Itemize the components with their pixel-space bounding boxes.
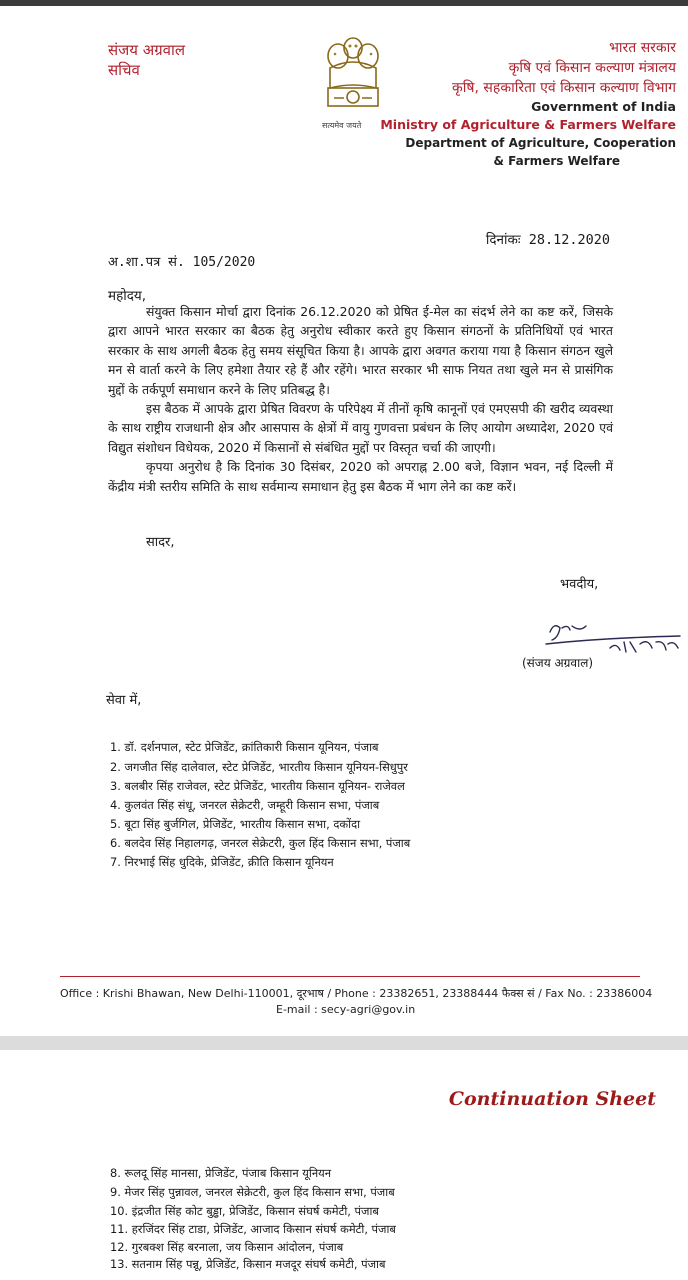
english-line: Ministry of Agriculture & Farmers Welfare (380, 117, 676, 132)
addressee-item: 11. हरजिंदर सिंह टाडा, प्रेजिडेंट, आजाद किसान संघर्ष कमेटी, पंजाब (110, 1222, 396, 1236)
closing: सादर, (146, 535, 175, 550)
addressee-item: 8. रूलदू सिंह मानसा, प्रेजिडेंट, पंजाब किसान यूनियन (110, 1166, 332, 1180)
addressee-item: 13. सतनाम सिंह पन्नू, प्रेजिडेंट, किसान मजदूर संघर्ष कमेटी, पंजाब (110, 1257, 386, 1271)
addressee-item: 2. जगजीत सिंह दालेवाल, स्टेट प्रेजिडेंट, भारतीय किसान यूनियन-सिधुपुर (110, 760, 408, 774)
emblem-motto: सत्यमेव जयते (322, 121, 362, 130)
continuation-page (0, 1050, 688, 1280)
signatory-name: (संजय अग्रवाल) (522, 656, 594, 670)
footer-divider (60, 976, 640, 977)
addressee-item: 7. निरभाई सिंह धुदिके, प्रेजिडेंट, क्रीति किसान यूनियन (110, 855, 334, 869)
page-gap (0, 1036, 688, 1050)
addressee-item: 9. मेजर सिंह पुन्नावल, जनरल सेक्रेटरी, कुल हिंद किसान सभा, पंजाब (110, 1185, 395, 1199)
letter-body (108, 302, 613, 496)
addressee-item: 4. कुलवंत सिंह संधू, जनरल सेक्रेटरी, जम्हूरी किसान सभा, पंजाब (110, 798, 380, 812)
addressee-item: 6. बलदेव सिंह निहालगढ़, जनरल सेक्रेटरी, कुल हिंद किसान सभा, पंजाब (110, 836, 411, 850)
reference-number: अ.शा.पत्र सं. 105/2020 (108, 255, 256, 270)
to-heading: सेवा में, (106, 693, 142, 708)
addressee-item: 3. बलबीर सिंह राजेवल, स्टेट प्रेजिडेंट, भारतीय किसान यूनियन- राजेवल (110, 779, 405, 793)
sender-block (108, 40, 185, 80)
body-paragraph: संयुक्त किसान मोर्चा द्वारा दिनांक 26.12.2020 को प्रेषित ई-मेल का संदर्भ लेने का कष्ट करें, जिसके द्वारा आपने भारत सरकार का बैठक हेतु अनुरोध स्वीकार करते हुए किसान संगठनों के प्रतिनिधियों एवं भारत सरकार के साथ अगली बैठक हेतु समय संसूचित किया है। आपके द्वारा अवगत कराया गया है किसान संगठन खुले मन से वार्ता करने के लिए हमेशा तैयार रहे हैं और रहेंगे। भारत सरकार भी साफ नियत तथा खुले मन से प्रासंगिक मुद्दों के तर्कपूर्ण समाधान करने के लिए प्रतिबद्ध है। (108, 304, 613, 397)
office-address: Office : Krishi Bhawan, New Delhi-110001, दूरभाष / Phone : 23382651, 23388444 फैक्स सं / Fax No. : 23386004 (60, 987, 653, 1000)
body-paragraph: इस बैठक में आपके द्वारा प्रेषित विवरण के परिपेक्ष्य में तीनों कृषि कानूनों एवं एमएसपी की खरीद व्यवस्था के साथ राष्ट्रीय राजधानी क्षेत्र और आसपास के क्षेत्रों में वायु गुणवत्ता प्रबंधन के लिए आयोग अध्यादेश, 2020 एवं विद्युत संशोधन विधेयक, 2020 में किसानों से संबंधित मुद्दों पर विस्तृत चर्चा की जाएगी। (108, 401, 613, 455)
addressee-item: 10. इंद्रजीत सिंह कोट बुड्ढा, प्रेजिडेंट, किसान संघर्ष कमेटी, पंजाब (110, 1204, 379, 1218)
dept-line: & Farmers Welfare (493, 154, 620, 168)
addressee-item: 1. डॉ. दर्शनपाल, स्टेट प्रेजिडेंट, क्रांतिकारी किसान यूनियन, पंजाब (110, 740, 379, 754)
hindi-line: कृषि एवं किसान कल्याण मंत्रालय (508, 60, 676, 76)
dept-line: Department of Agriculture, Cooperation (405, 136, 676, 150)
office-email: E-mail : secy-agri@gov.in (276, 1003, 416, 1016)
sender-name: संजय अग्रवाल (108, 41, 186, 59)
hindi-line: कृषि, सहकारिता एवं किसान कल्याण विभाग (452, 80, 676, 96)
valediction: भवदीय, (560, 577, 599, 592)
salutation: महोदय, (108, 288, 147, 304)
body-paragraph: कृपया अनुरोध है कि दिनांक 30 दिसंबर, 2020 को अपराह्न 2.00 बजे, विज्ञान भवन, नई दिल्ली में केंद्रीय मंत्री स्तरीय समिति के साथ सर्वमान्य समाधान हेतु इस बैठक में भाग लेने का कष्ट करें। (108, 459, 613, 494)
addressee-item: 5. बूटा सिंह बुर्जगिल, प्रेजिडेंट, भारतीय किसान सभा, दकोंदा (110, 817, 361, 831)
hindi-line: भारत सरकार (609, 40, 676, 56)
english-line: Government of India (531, 99, 676, 114)
addressee-item: 12. गुरबक्श सिंह बरनाला, जय किसान आंदोलन, पंजाब (110, 1240, 344, 1254)
letter-date: दिनांकः 28.12.2020 (485, 232, 610, 248)
continuation-sheet-heading: Continuation Sheet (448, 1088, 656, 1110)
ministry-header (380, 38, 676, 170)
sender-designation: सचिव (108, 61, 140, 79)
